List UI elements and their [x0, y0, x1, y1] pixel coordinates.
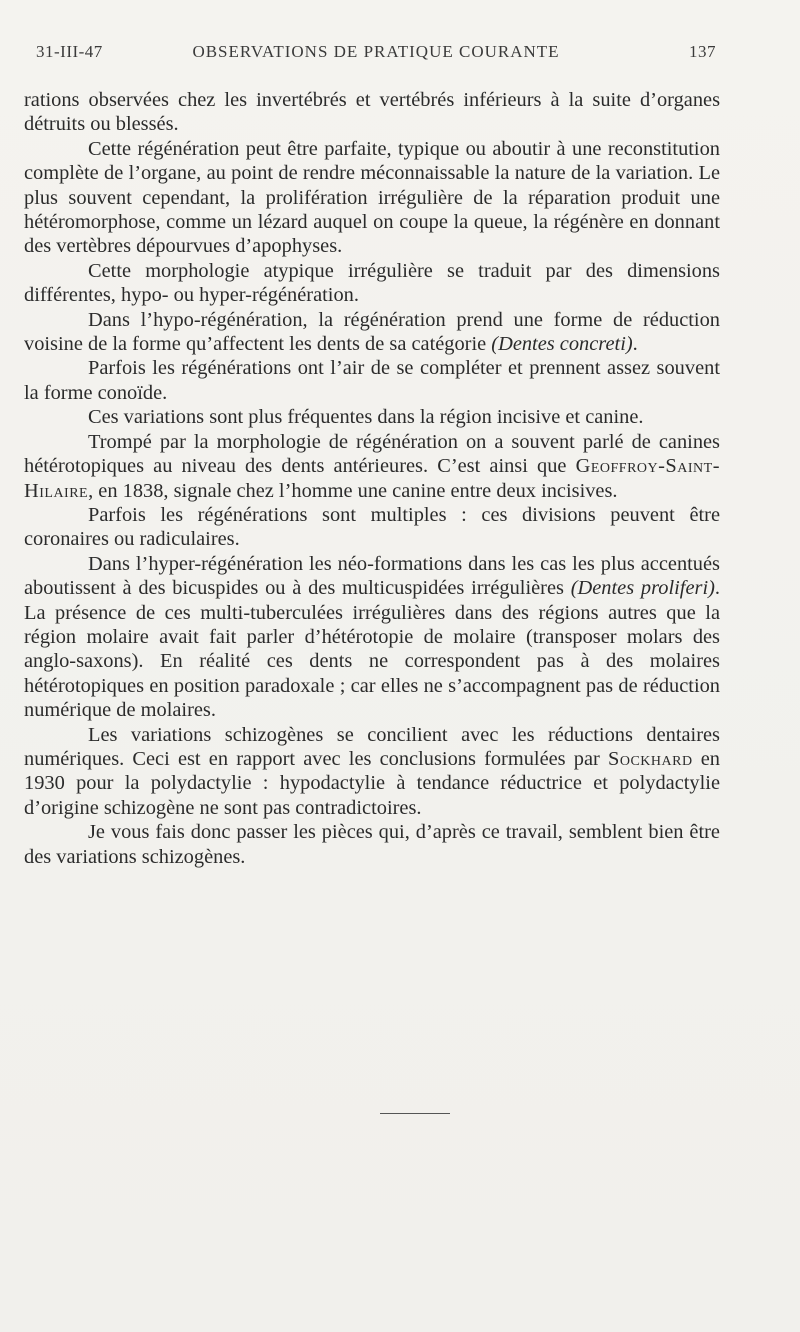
- author-name-geoffroy: Geoffroy-Saint-Hilaire: [24, 455, 720, 502]
- paragraph-4-latin-term: (Dentes concreti): [491, 333, 633, 356]
- body-text: [24, 88, 720, 869]
- paragraph-4: [24, 308, 720, 357]
- section-title: OBSERVATIONS DE PRATIQUE COURANTE: [192, 42, 560, 61]
- paragraph-7: [24, 430, 720, 503]
- paragraph-6: Ces variations sont plus fréquentes dans la région incisive et canine.: [88, 406, 644, 429]
- page-number: 137: [689, 42, 716, 61]
- paragraph-9: [24, 552, 720, 723]
- paragraph-2: Cette régénération peut être parfaite, typique ou aboutir à une reconstitution complète de l’organe, au point de rendre méconnaissable la nature de la variation. Le plus souvent cependant, la prolifération irrégulière de la réparation produit une hétéromorphose, comme un lézard auquel on coupe la queue, la régénère en donnant des vertèbres dépourvues d’apophyses.: [24, 137, 720, 258]
- paragraph-10-text: Les variations schizogènes se concilient avec les réductions dentaires numériques. Ceci est en rapport avec les conclusions formulées par: [24, 723, 720, 770]
- paragraph-8: Parfois les régénérations sont multiples : ces divisions peuvent être coronaires ou radiculaires.: [24, 503, 720, 551]
- date-label: 31-III-47: [36, 42, 103, 61]
- paragraph-1: rations observées chez les invertébrés et vertébrés inférieurs à la suite d’organes détruits ou blessés.: [24, 89, 720, 136]
- paragraph-4-text: Dans l’hypo-régénération, la régénération prend une forme de réduction voisine de la forme qu’affectent les dents de sa catégorie: [24, 308, 720, 356]
- section-divider: [380, 1113, 450, 1114]
- paragraph-4-end: .: [632, 333, 638, 356]
- paragraph-7-text: Trompé par la morphologie de régénération on a souvent parlé de canines hétérotopiques au niveau des dents antérieures. C’est ainsi que: [24, 430, 720, 478]
- paragraph-9-text: Dans l’hyper-régénération les néo-formations dans les cas les plus accentués aboutissent à des bicuspides ou à des multicuspidées irrégulières: [24, 552, 720, 600]
- author-name-sockhard: Sockhard: [608, 747, 693, 770]
- paragraph-5: Parfois les régénérations ont l’air de se compléter et prennent assez souvent la forme conoïde.: [24, 357, 720, 404]
- paragraph-9-end: . La présence de ces multi-tuberculées irrégulières dans des régions autres que la région molaire avait fait parler d’hétérotopie de molaire (transposer molars des anglo-saxons). En réalité ces dents ne correspondent pas à des molaires hétérotopiques en position paradoxale ; car elles ne s’accompagnent pas de réduction numérique de molaires.: [24, 577, 721, 722]
- paragraph-7-end: , en 1838, signale chez l’homme une canine entre deux incisives.: [88, 479, 618, 502]
- paragraph-10-end: en 1930 pour la polydactylie : hypodactylie à tendance réductrice et polydactylie d’origine schizogène ne sont pas contradictoires.: [24, 747, 721, 819]
- paragraph-10: [24, 723, 720, 821]
- paragraph-9-latin-term: (Dentes proliferi): [570, 577, 715, 600]
- paragraph-3: Cette morphologie atypique irrégulière se traduit par des dimensions différentes, hypo- ou hyper-régénération.: [24, 259, 720, 307]
- running-head: [36, 42, 716, 66]
- paragraph-11: Je vous fais donc passer les pièces qui, d’après ce travail, semblent bien être des variations schizogènes.: [24, 821, 720, 868]
